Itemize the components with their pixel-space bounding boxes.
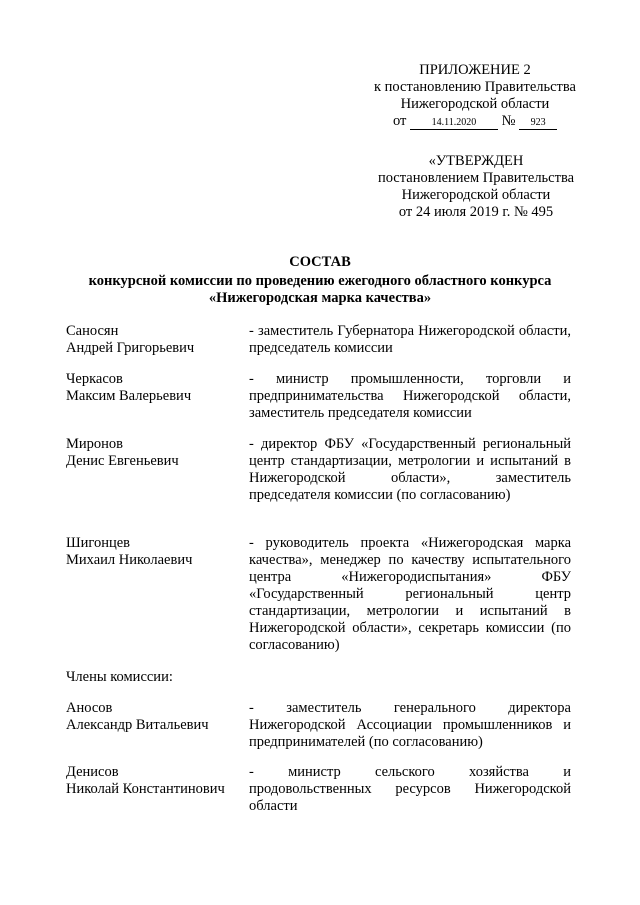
member-name bbox=[66, 436, 246, 470]
member-surname: Саносян bbox=[66, 323, 119, 339]
appendix-date-row bbox=[360, 113, 590, 130]
appendix-block bbox=[360, 62, 590, 130]
member-name bbox=[66, 323, 246, 357]
number-label: № bbox=[501, 113, 516, 129]
member-role: - руководитель проекта «Нижегородская марка качества», менеджер по качеству испытательного центра «Нижегородиспытания» ФБУ «Государственный региональный центр стандартизации, метрологии и испытаний в Нижегородской области», секретарь комиссии (по согласованию) bbox=[249, 535, 571, 653]
members-section-label: Члены комиссии: bbox=[66, 669, 173, 685]
member-surname: Миронов bbox=[66, 436, 124, 452]
member-given-names: Михаил Николаевич bbox=[66, 552, 193, 568]
member-role: - заместитель Губернатора Нижегородской области, председатель комиссии bbox=[249, 323, 571, 356]
appendix-line-2: Нижегородской области bbox=[400, 96, 550, 112]
approved-block bbox=[360, 153, 592, 221]
member-role: - директор ФБУ «Государственный региональный центр стандартизации, метрологии и испытаний в Нижегородской области», заместитель председателя комиссии (по согласованию) bbox=[249, 436, 571, 503]
member-role: - министр сельского хозяйства и продовольственных ресурсов Нижегородской области bbox=[249, 764, 571, 814]
approved-line-4: от 24 июля 2019 г. № 495 bbox=[398, 204, 554, 220]
member-given-names: Николай Константинович bbox=[66, 781, 225, 797]
member-given-names: Денис Евгеньевич bbox=[66, 453, 179, 469]
member-role: - министр промышленности, торговли и предпринимательства Нижегородской области, заместитель председателя комиссии bbox=[249, 371, 571, 421]
document-heading bbox=[40, 254, 600, 307]
member-name bbox=[66, 371, 246, 405]
appendix-title: ПРИЛОЖЕНИЕ 2 bbox=[419, 62, 531, 78]
member-given-names: Максим Валерьевич bbox=[66, 388, 192, 404]
member-role: - заместитель генерального директора Нижегородской Ассоциации промышленников и предпринимателей (по согласованию) bbox=[249, 700, 571, 750]
member-name bbox=[66, 764, 246, 798]
member-surname: Аносов bbox=[66, 700, 113, 716]
from-label: от bbox=[392, 113, 407, 129]
document-subtitle-1: конкурсной комиссии по проведению ежегодного областного конкурса bbox=[88, 273, 552, 289]
member-surname: Черкасов bbox=[66, 371, 123, 387]
member-given-names: Александр Витальевич bbox=[66, 717, 209, 733]
member-surname: Денисов bbox=[66, 764, 119, 780]
document-subtitle-2: «Нижегородская марка качества» bbox=[208, 290, 432, 306]
member-name bbox=[66, 700, 246, 734]
member-name bbox=[66, 535, 246, 569]
approved-line-1: «УТВЕРЖДЕН bbox=[428, 153, 524, 169]
member-given-names: Андрей Григорьевич bbox=[66, 340, 195, 356]
decree-date: 14.11.2020 bbox=[410, 116, 498, 130]
member-surname: Шигонцев bbox=[66, 535, 131, 551]
approved-line-2: постановлением Правительства bbox=[377, 170, 575, 186]
appendix-line-1: к постановлению Правительства bbox=[374, 79, 576, 95]
document-title: СОСТАВ bbox=[289, 254, 351, 270]
approved-line-3: Нижегородской области bbox=[401, 187, 551, 203]
decree-number: 923 bbox=[519, 116, 557, 130]
